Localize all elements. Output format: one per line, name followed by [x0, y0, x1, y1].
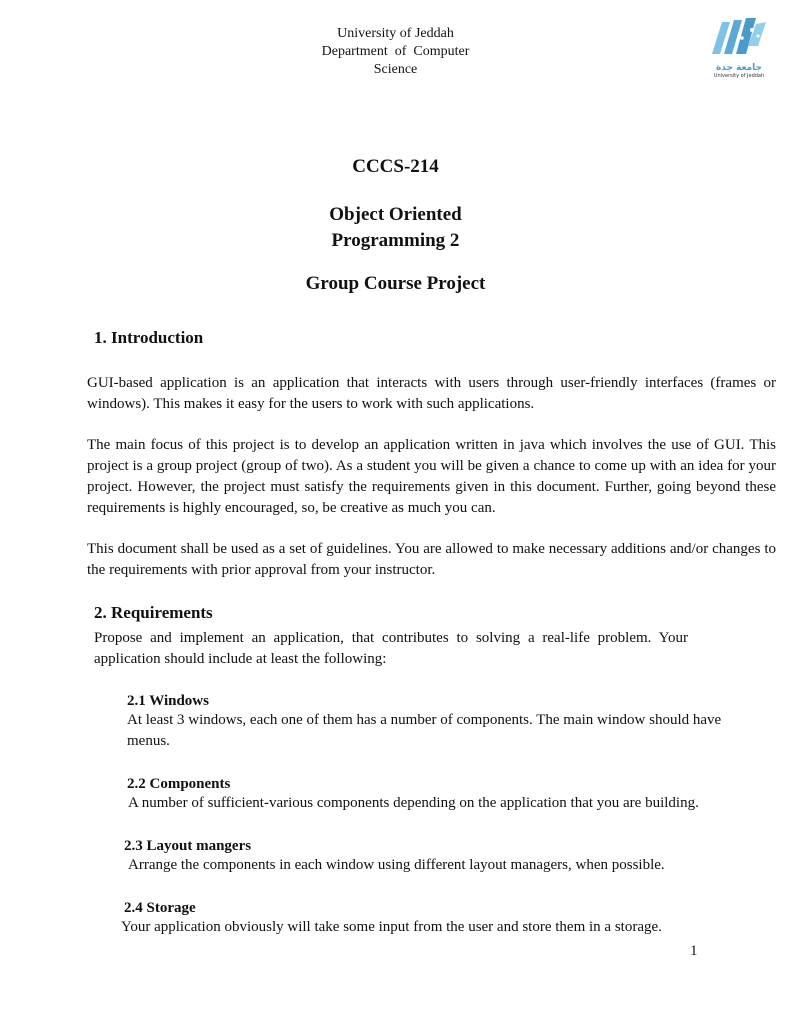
requirement-item: [127, 776, 767, 814]
university-logo: [708, 16, 770, 79]
requirements-heading: 2. Requirements: [94, 603, 213, 622]
logo-text-ar: جامعة جدة: [715, 63, 763, 73]
requirement-heading: 2.4 Storage: [124, 900, 196, 916]
intro-heading: 1. Introduction: [94, 328, 204, 347]
intro-paragraph-3: This document shall be used as a set of guidelines. You are allowed to make necessary additions and/or changes to the requirements with prior approval from your instructor.: [87, 541, 776, 578]
department-line-1: Department of Computer: [321, 44, 470, 59]
requirement-item: [124, 838, 764, 876]
requirement-text: Your application obviously will take some input from the user and store them in a storage.: [121, 919, 662, 935]
requirement-item: [127, 693, 759, 752]
university-name: University of Jeddah: [337, 26, 454, 41]
requirement-heading: 2.1 Windows: [127, 693, 209, 709]
requirement-text: At least 3 windows, each one of them has a number of components. The main window should have menus.: [127, 712, 722, 749]
logo-text-en: University of Jeddah: [713, 73, 765, 79]
course-code: CCCS-214: [352, 156, 439, 177]
intro-paragraph-1: GUI-based application is an application that interacts with users through user-friendly interfaces (frames or windows). This makes it easy for the users to work with such applications.: [87, 375, 776, 412]
document-header: [0, 25, 791, 79]
course-name: [0, 202, 791, 254]
requirement-heading: 2.2 Components: [127, 776, 231, 792]
page-number: 1: [690, 943, 698, 959]
department-line-2: Science: [373, 62, 418, 77]
requirement-item: [121, 900, 761, 938]
project-title: Group Course Project: [305, 273, 486, 294]
requirement-heading: 2.3 Layout mangers: [124, 838, 252, 854]
logo-icon: [708, 16, 770, 58]
course-name-line-2: Programming 2: [331, 230, 460, 251]
requirement-text: A number of sufficient-various components depending on the application that you are building.: [128, 795, 699, 811]
course-name-line-1: Object Oriented: [329, 204, 462, 225]
intro-paragraph-2: The main focus of this project is to develop an application written in java which involves the use of GUI. This project is a group project (group of two). As a student you will be given a chance to come up with an idea for your project. However, the project must satisfy the requirements given in this document. Further, going beyond these requirements is highly encouraged, so, be creative as much you can.: [87, 437, 776, 516]
requirement-text: Arrange the components in each window using different layout managers, when possible.: [128, 857, 665, 873]
requirements-paragraph: Propose and implement an application, that contributes to solving a real-life problem. Your application should include at least the following:: [94, 630, 688, 667]
